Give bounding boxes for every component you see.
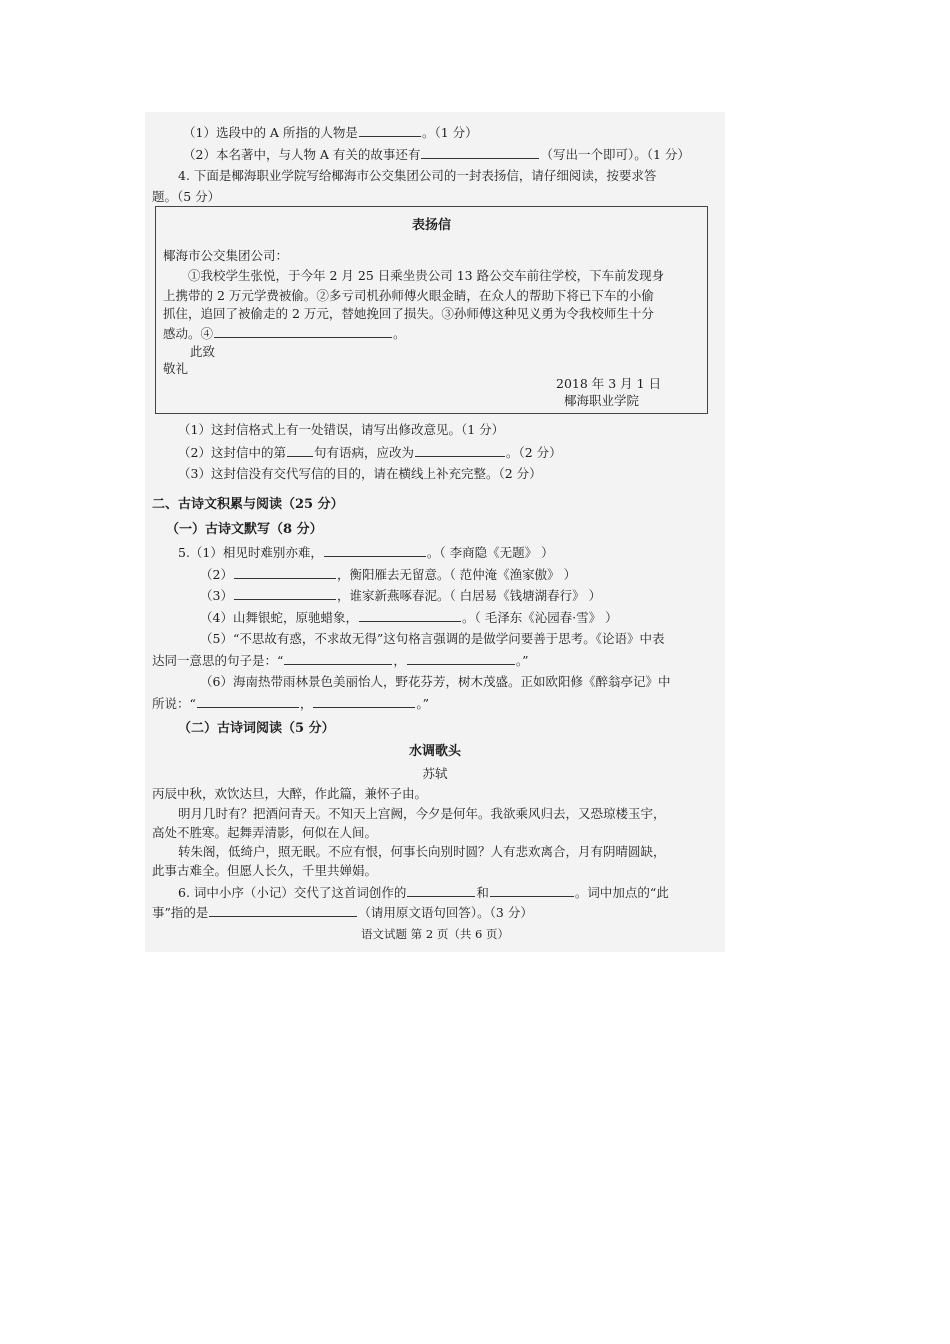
letter-closing: 敬礼 (163, 361, 189, 376)
q4-sub2: （2）这封信中的第 句有语病，应改为 。（2 分） (178, 445, 562, 460)
letter-body-line: 抓住，追回了被偷走的 2 万元，替她挽回了损失。③孙师傅这种见义勇为令我校师生十分 (163, 306, 654, 321)
part-title: （二）古诗词阅读（5 分） (178, 721, 335, 736)
letter-salutation: 椰海市公交集团公司： (163, 248, 289, 263)
letter-signature: 椰海职业学院 (564, 393, 640, 408)
answer-blank[interactable] (234, 587, 336, 600)
q6-line: 事”指的是 （请用原文语句回答）。（3 分） (152, 905, 533, 920)
q5-line: （3） ，谁家新燕啄春泥。（ 白居易《钱塘湖春行》 ） (200, 588, 602, 603)
letter-date: 2018 年 3 月 1 日 (556, 376, 662, 391)
letter-closing: 此致 (190, 344, 216, 359)
poem-preface: 丙辰中秋，欢饮达旦，大醉，作此篇，兼怀子由。 (152, 786, 428, 801)
poem-title: 水调歌头 (408, 744, 461, 759)
answer-blank[interactable] (359, 124, 421, 137)
q5-line: 达同一意思的句子是：“ ， 。” (152, 653, 529, 668)
q5-line: 5.（1）相见时难别亦难， 。（ 李商隐《无题》 ） (178, 545, 554, 560)
answer-blank[interactable] (284, 652, 392, 665)
answer-blank[interactable] (421, 146, 539, 159)
letter-body-line: 感动。④ 。 (163, 326, 406, 341)
answer-blank[interactable] (313, 695, 415, 708)
q5-line: 所说：“ ， 。” (152, 696, 430, 711)
letter-body-line: ①我校学生张悦，于今年 2 月 25 日乘坐贵公司 13 路公交车前往学校，下车前发现身 (188, 268, 665, 283)
answer-blank[interactable] (490, 884, 574, 897)
part-title: （一）古诗文默写（8 分） (166, 522, 323, 537)
q4-stem-cont: 题。（5 分） (152, 189, 221, 204)
poem-author: 苏轼 (422, 766, 448, 781)
q4-stem: 4. 下面是椰海职业学院写给椰海市公交集团公司的一封表扬信，请仔细阅读，按要求答 (178, 168, 657, 183)
answer-blank[interactable] (214, 325, 392, 338)
answer-blank[interactable] (287, 444, 313, 457)
q4-sub1: （1）这封信格式上有一处错误，请写出修改意见。（1 分） (178, 422, 505, 437)
section-title: 二、古诗文积累与阅读（25 分） (152, 497, 344, 512)
letter-body-line: 上携带的 2 万元学费被偷。②多亏司机孙师傅火眼金睛，在众人的帮助下将已下车的小偷 (163, 288, 654, 303)
answer-blank[interactable] (407, 884, 475, 897)
poem-line: 转朱阁，低绮户，照无眠。不应有恨，何事长向别时圆？人有悲欢离合，月有阴晴圆缺， (178, 844, 666, 859)
letter-title: 表扬信 (411, 218, 451, 233)
answer-blank[interactable] (324, 544, 426, 557)
q5-line: （5）“不思故有惑，不求故无得”这句格言强调的是做学问要善于思考。《论语》中表 (200, 631, 665, 646)
poem-line: 明月几时有？把酒问青天。不知天上宫阙，今夕是何年。我欲乘风归去，又恐琼楼玉宇， (178, 806, 666, 821)
q4-sub3: （3）这封信没有交代写信的目的，请在横线上补充完整。（2 分） (178, 466, 542, 481)
poem-line: 高处不胜寒。起舞弄清影，何似在人间。 (152, 825, 378, 840)
answer-blank[interactable] (407, 652, 515, 665)
q5-line: （6）海南热带雨林景色美丽怡人，野花芬芳，树木茂盛。正如欧阳修《醉翁亭记》中 (200, 674, 671, 689)
answer-blank[interactable] (209, 904, 357, 917)
poem-line: 此事古难全。但愿人长久，千里共婵娟。 (152, 863, 378, 878)
answer-blank[interactable] (359, 609, 461, 622)
page-footer: 语文试题 第 2 页（共 6 页） (361, 927, 509, 941)
q6-line: 6. 词中小序（小记）交代了这首词创作的 和 。词中加点的“此 (178, 885, 669, 900)
answer-blank[interactable] (415, 444, 505, 457)
q5-line: （2） ，衡阳雁去无留意。（ 范仲淹《渔家傲》 ） (200, 567, 577, 582)
q5-line: （4）山舞银蛇，原驰蜡象， 。（ 毛泽东《沁园春·雪》 ） (200, 610, 618, 625)
q3-sub1: （1）选段中的 A 所指的人物是 。（1 分） (183, 125, 478, 140)
q3-sub2: （2）本名著中，与人物 A 有关的故事还有 （写出一个即可）。（1 分） (183, 147, 690, 162)
answer-blank[interactable] (197, 695, 299, 708)
answer-blank[interactable] (234, 566, 336, 579)
